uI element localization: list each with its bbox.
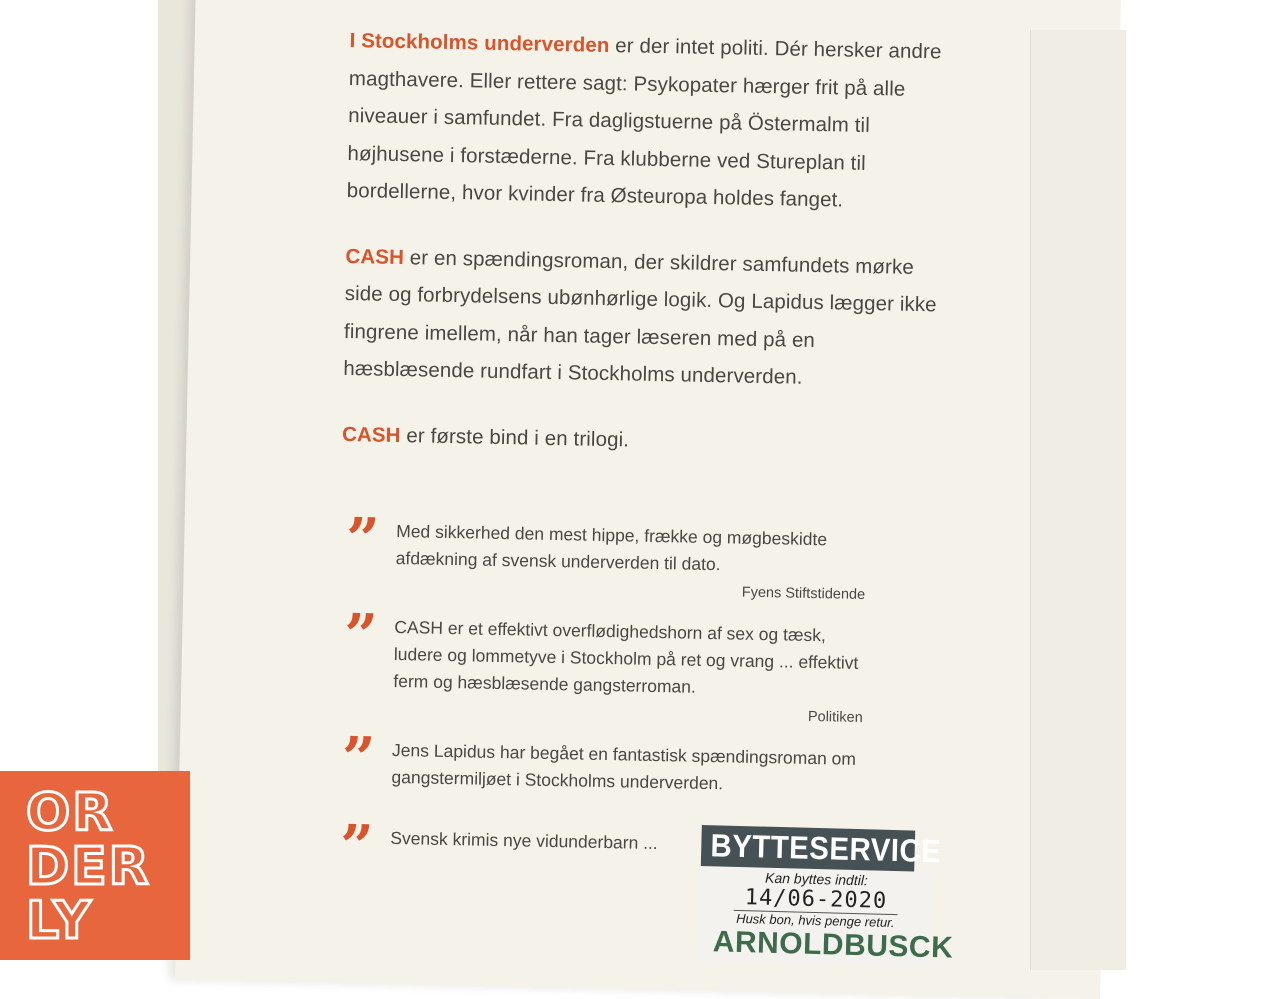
quote-3-text: Jens Lapidus har begået en fantastisk spændingsroman om gangstermiljøet i Stockholms underverden. bbox=[391, 739, 857, 794]
logo-line-1: OR bbox=[26, 783, 115, 843]
paragraph-3-text: er første bind i en trilogi. bbox=[400, 423, 630, 451]
orderly-logo bbox=[0, 771, 190, 960]
quote-2-text: CASH er et effektivt overflødighedshorn af sex og tæsk, ludere og lommetyve i Stockholm på ret og vrang ... effektivt ferm og hæsblæsende gangsterroman. bbox=[393, 616, 859, 697]
paragraph-2-text: er en spændingsroman, der skildrer samfundets mørke side og forbrydelsens ubønhørlige logik. Og Lapidus lægger ikke fingrene imellem, når han tager læseren med på en hæsblæsende rundfart i Stockholms underverden. bbox=[343, 245, 937, 389]
review-quote-1 bbox=[345, 505, 866, 603]
paragraph-1-highlight: I Stockholms underverden bbox=[349, 28, 610, 57]
quote-mark-icon: ” bbox=[339, 811, 375, 881]
quote-mark-icon: ” bbox=[341, 723, 376, 793]
paragraph-2-highlight: CASH bbox=[345, 244, 405, 269]
quote-1-text: Med sikkerhed den mest hippe, frække og møgbeskidte afdækning af svensk underverden til dato. bbox=[395, 520, 828, 575]
sticker-title: BYTTESERVICE bbox=[701, 825, 915, 872]
quote-1-source: Fyens Stiftstidende bbox=[741, 584, 866, 603]
paragraph-1 bbox=[346, 22, 949, 221]
paragraph-3 bbox=[342, 415, 943, 464]
quote-mark-icon: ” bbox=[343, 601, 379, 670]
orderly-logo-text bbox=[26, 783, 151, 951]
quote-4-text: Svensk krimis nye vidunderbarn ... bbox=[390, 827, 658, 854]
sticker-brand: ARNOLDBUSCK bbox=[712, 925, 954, 965]
sticker-exchange-until: Kan byttes indtil: bbox=[764, 869, 869, 889]
sticker-receipt-note: Husk bon, hvis penge retur. bbox=[735, 910, 895, 931]
logo-line-2: DER bbox=[26, 837, 151, 897]
quote-2-source: Politiken bbox=[807, 708, 863, 726]
quote-mark-icon: ” bbox=[345, 505, 381, 574]
paragraph-1-text: er der intet politi. Dér hersker andre magthavere. Eller rettere sagt: Psykopater hærger frit på alle niveauer i samfundet. Fra dagligstuerne på Östermalm til højhusene i forstæderne. Fra klubberne ved Stureplan til bordellerne, hvor kvinder fra Østeuropa holdes fanget. bbox=[346, 33, 942, 212]
sticker-date: 14/06-2020 bbox=[734, 885, 899, 915]
cover-text bbox=[334, 22, 950, 882]
book-right-edge bbox=[1030, 30, 1126, 970]
paragraph-2 bbox=[343, 237, 946, 398]
exchange-sticker bbox=[698, 825, 954, 971]
review-quote-3 bbox=[341, 723, 862, 800]
sticker-body bbox=[698, 866, 954, 967]
review-quote-2 bbox=[343, 601, 865, 726]
logo-line-3: LY bbox=[26, 891, 93, 951]
paragraph-3-highlight: CASH bbox=[341, 422, 401, 447]
